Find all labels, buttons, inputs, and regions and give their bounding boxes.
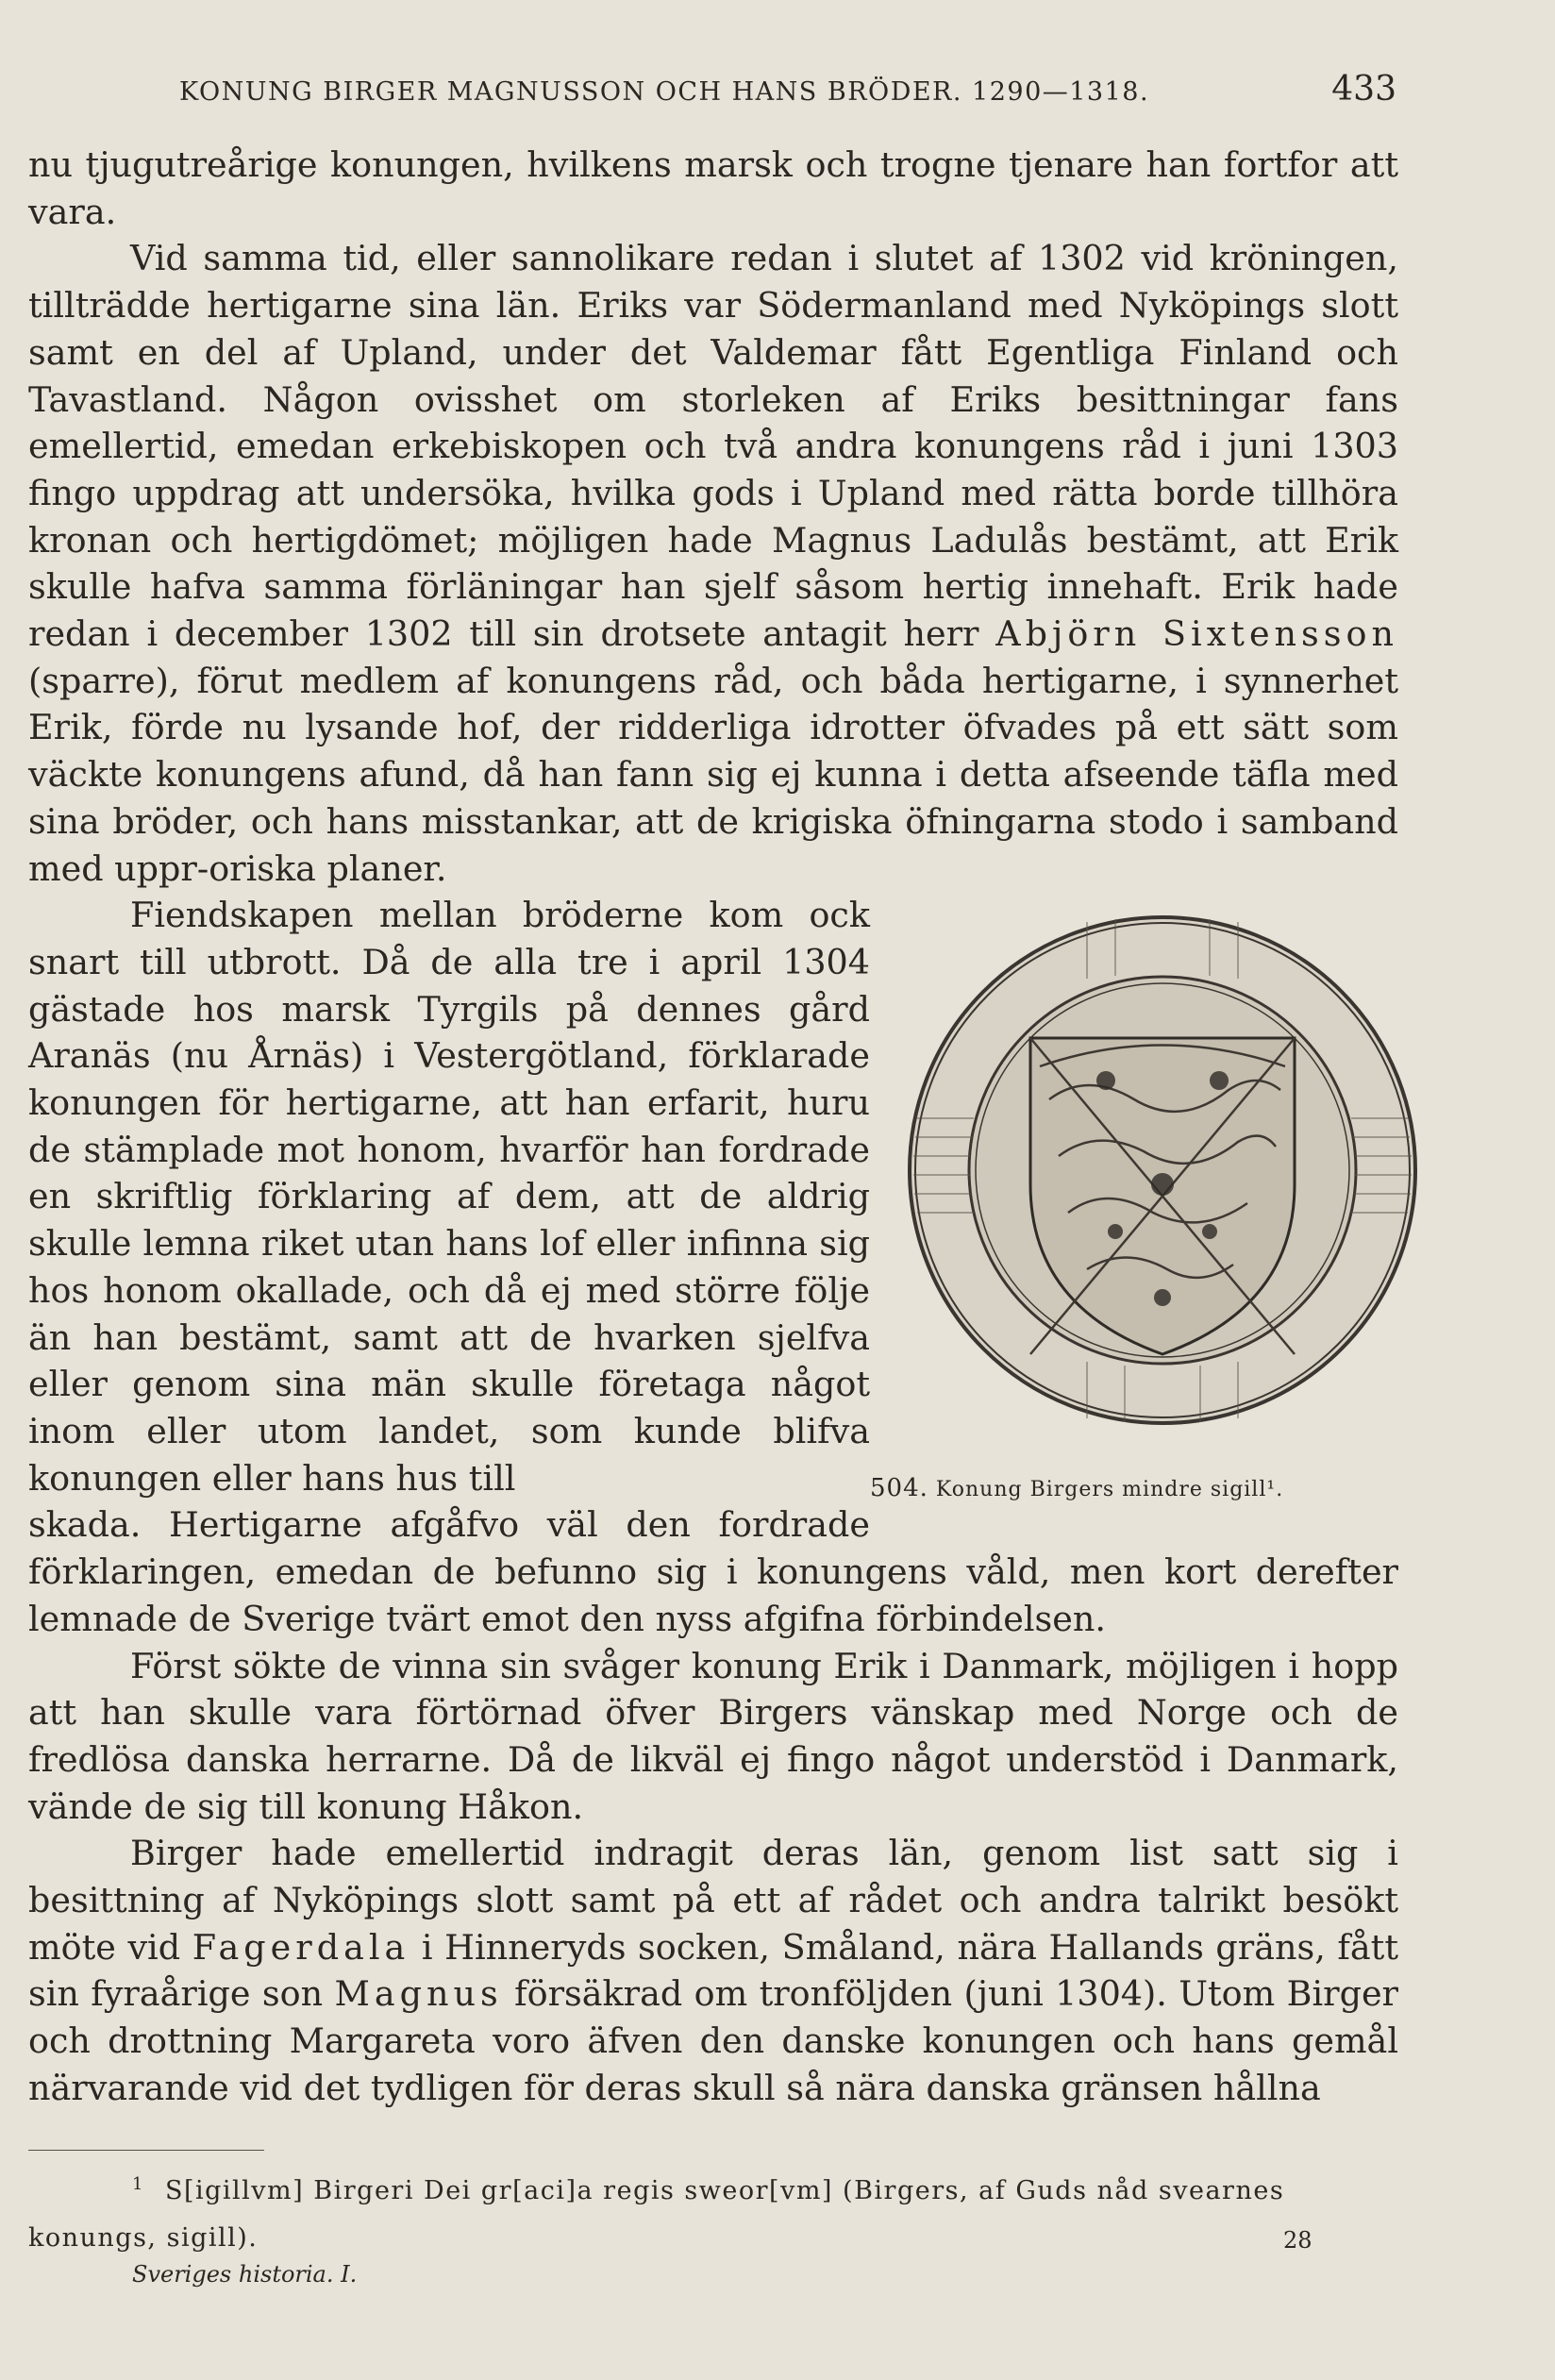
body-text bbox=[28, 142, 1398, 2112]
page-number: 433 bbox=[1331, 70, 1396, 109]
paragraph-2-rest: (sparre), förut medlem af konungens råd, och båda hertigarne, i synnerhet Erik, förde nu lysande hof, der ridderliga idrotter öfvades på ett sätt som väckte konungens afund, då han fann sig ej kunna i detta afseende täfla med sina bröder, och hans misstankar, att de krigiska öfningarna stodo i samband med uppr-oriska planer. bbox=[28, 660, 1398, 889]
seal-image bbox=[898, 901, 1427, 1430]
footnote-rule bbox=[28, 2150, 264, 2151]
paragraph-3-continued: skada. Hertigarne afgåfvo väl den fordrade förklaringen, emedan de befunno sig i konungens våld, men kort derefter lemnade de Sverige tvärt emot den nyss afgifna förbindelsen. bbox=[28, 1504, 1398, 1639]
paragraph-2-text: Vid samma tid, eller sannolikare redan i slutet af 1302 vid kröningen, tillträdde hertigarne sina län. Eriks var Södermanland med Nyköpings slott samt en del af Upland, under det Valdemar fått Egentliga Finland och Tavastland. Någon ovisshet om storleken af Eriks besittningar fans emellertid, emedan erkebiskopen och två andra konungens råd i juni 1303 fingo uppdrag att undersöka, hvilka gods i Upland med rätta borde tillhöra kronan och hertigdömet; möjligen hade Magnus Ladulås bestämt, att Erik skulle hafva samma förläningar han sjelf såsom hertig innehaft. Erik hade redan i december 1302 till sin drotsete antagit herr bbox=[28, 238, 1398, 655]
paragraph-5 bbox=[28, 1830, 1398, 2111]
person-name-magnus: Magnus bbox=[334, 1973, 503, 2015]
paragraph-5-text-c: försäkrad om tronföljden (juni 1304). Utom Birger och drottning Margareta voro äfven den danske konungen och hans gemål närvarande vid det tydligen för deras skull så nära danska gränsen hållna bbox=[28, 1973, 1398, 2108]
paragraph-1: nu tjugutreårige konungen, hvilkens marsk och trogne tjenare han fortfor att vara. bbox=[28, 144, 1398, 232]
figure-number: 504. bbox=[870, 1474, 928, 1503]
book-title-footer: Sveriges historia. I. bbox=[132, 2261, 358, 2288]
footnote bbox=[28, 2161, 1398, 2262]
place-name-fagerdala: Fagerdala bbox=[192, 1926, 410, 1968]
figure-footnote-mark: ¹. bbox=[1266, 1478, 1284, 1502]
figure-caption bbox=[870, 1466, 1436, 1514]
seal-figure bbox=[870, 901, 1436, 1529]
paragraph-5-text-a: Birger hade emellertid indragit deras län, genom list satt sig i besittning af Nyköpings slott samt på ett af rådet och andra talrikt besökt möte vid bbox=[28, 1833, 1398, 1968]
paragraph-5-text-b: i Hinneryds socken, Småland, nära Hallands gräns, fått sin fyraårige son bbox=[28, 1926, 1398, 2015]
footnote-mark: 1 bbox=[132, 2174, 144, 2194]
paragraph-4: Först sökte de vinna sin svåger konung Erik i Danmark, möjligen i hopp att han skulle vara förtörnad öfver Birgers vänskap med Norge och de fredlösa danska herrarne. Då de likväl ej fingo något understöd i Danmark, vände de sig till konung Håkon. bbox=[28, 1645, 1398, 1827]
paragraph-3: Fiendskapen mellan bröderne kom ock snart till utbrott. Då de alla tre i april 1304 gästade hos marsk Tyrgils på dennes gård Aranäs (nu Årnäs) i Vestergötland, förklarade konungen för hertigarne, att han erfarit, huru de stämplade mot honom, hvarför han fordrade en skriftlig förklaring af dem, att de aldrig skulle lemna riket utan hans lof eller infinna sig hos honom okallade, och då ej med större följe än han bestämt, samt att de hvarken sjelfva eller genom sina män skulle företaga något inom eller utom landet, som kunde blifva konungen eller hans hus till bbox=[28, 895, 870, 1499]
running-title: KONUNG BIRGER MAGNUSSON OCH HANS BRÖDER. 1290—1318. bbox=[179, 77, 1150, 107]
person-name-abjorn: Abjörn Sixtensson bbox=[995, 613, 1399, 655]
footnote-text: S[igillvm] Birgeri Dei gr[aci]a regis sweor[vm] (Birgers, af Guds nåd svearnes konungs, sigill). bbox=[28, 2176, 1285, 2253]
page-header bbox=[179, 70, 1396, 111]
signature-mark: 28 bbox=[1283, 2227, 1313, 2254]
figure-caption-text: Konung Birgers mindre sigill bbox=[935, 1478, 1267, 1502]
paragraph-2 bbox=[28, 235, 1398, 892]
